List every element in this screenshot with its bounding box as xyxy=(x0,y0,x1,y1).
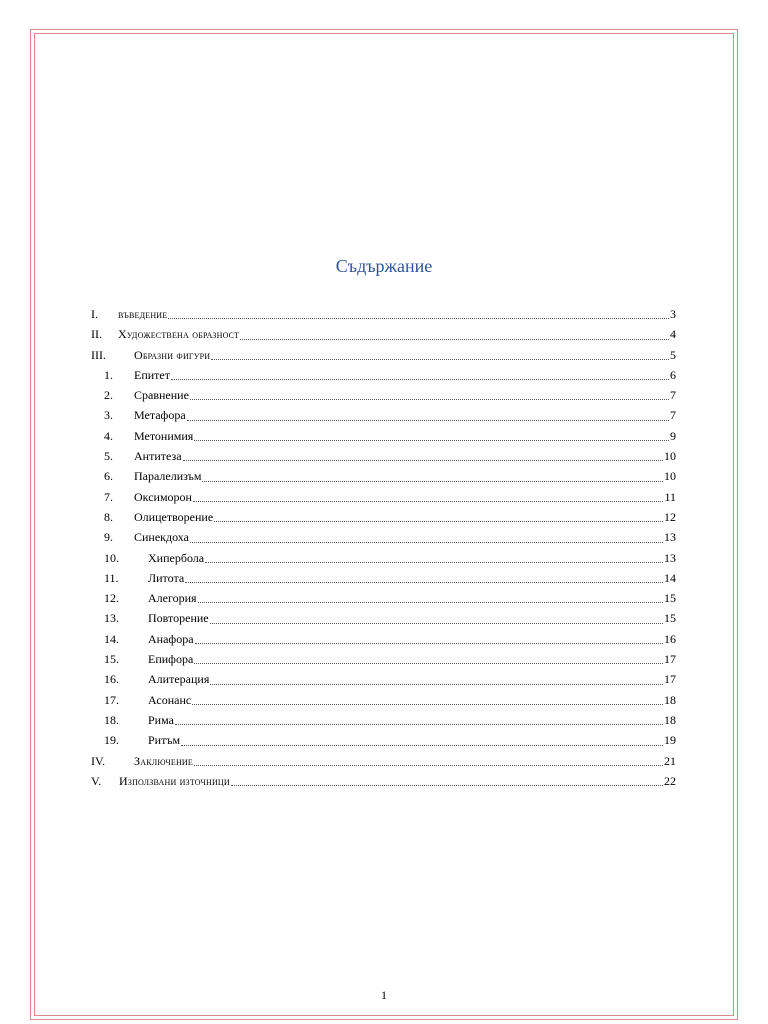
toc-entry[interactable] xyxy=(91,548,676,568)
toc-entry[interactable] xyxy=(91,588,676,608)
toc-entry-label: въведение xyxy=(118,307,168,321)
toc-entry-page: 17 xyxy=(664,672,676,687)
toc-entry-label: Повторение xyxy=(148,611,209,626)
toc-entry-page: 3 xyxy=(670,307,676,321)
toc-entry-label: Епитет xyxy=(134,367,170,382)
toc-entry-label: Хипербола xyxy=(148,550,205,565)
toc-entry-page: 15 xyxy=(664,591,676,606)
toc-entry[interactable] xyxy=(91,304,676,324)
toc-entry[interactable] xyxy=(91,710,676,730)
toc-entry-number: 13. xyxy=(104,611,119,626)
toc-entry-page: 10 xyxy=(664,469,676,484)
toc-entry-number: 5. xyxy=(104,449,113,464)
toc-entry-number: III. xyxy=(91,347,106,362)
toc-entry-label: Паралелизъм xyxy=(134,469,202,484)
toc-dot-leader xyxy=(205,561,663,563)
toc-entry-page: 6 xyxy=(670,367,676,382)
toc-entry-page: 9 xyxy=(670,428,676,443)
toc-entry-page: 7 xyxy=(670,408,676,423)
toc-entry-label: Метонимия xyxy=(134,428,194,443)
toc-entry-number: 19. xyxy=(104,733,119,748)
toc-entry[interactable] xyxy=(91,690,676,710)
toc-entry-number: 4. xyxy=(104,428,113,443)
toc-dot-leader xyxy=(194,662,663,664)
toc-entry-label: Ритъм xyxy=(148,733,181,748)
toc-entry[interactable] xyxy=(91,446,676,466)
toc-entry[interactable] xyxy=(91,507,676,527)
toc-entry-page: 12 xyxy=(664,509,676,524)
toc-entry-page: 18 xyxy=(664,712,676,727)
toc-dot-leader xyxy=(194,764,663,766)
toc-entry[interactable] xyxy=(91,649,676,669)
toc-dot-leader xyxy=(210,622,663,624)
toc-dot-leader xyxy=(175,723,663,725)
toc-entry-page: 16 xyxy=(664,631,676,646)
page-number: 1 xyxy=(381,988,387,1002)
toc-entry-number: 11. xyxy=(104,570,119,585)
toc-entry-number: 15. xyxy=(104,652,119,667)
toc-dot-leader xyxy=(193,500,663,502)
toc-entry-number: 2. xyxy=(104,388,113,403)
toc-dot-leader xyxy=(183,459,663,461)
toc-entry-label: Антитеза xyxy=(134,449,182,464)
toc-entry-label: Използвани източници xyxy=(119,773,230,788)
toc-entry-page: 21 xyxy=(664,753,676,768)
toc-entry[interactable] xyxy=(91,365,676,385)
toc-dot-leader xyxy=(171,378,669,380)
toc-entry-label: Синекдоха xyxy=(134,530,189,545)
table-of-contents xyxy=(91,304,676,791)
toc-dot-leader xyxy=(195,642,663,644)
toc-entry-label: Художествена образност xyxy=(118,327,240,342)
toc-entry-number: IV. xyxy=(91,753,106,768)
toc-entry-number: 18. xyxy=(104,712,119,727)
toc-entry-page: 13 xyxy=(664,530,676,545)
toc-entry-number: II. xyxy=(91,327,102,342)
toc-entry-page: 10 xyxy=(664,449,676,464)
toc-title: Съдържание xyxy=(335,256,433,276)
toc-entry-page: 14 xyxy=(664,570,676,585)
toc-entry-number: 14. xyxy=(104,631,119,646)
toc-dot-leader xyxy=(202,480,663,482)
toc-dot-leader xyxy=(231,784,663,786)
toc-entry[interactable] xyxy=(91,466,676,486)
toc-entry-page: 4 xyxy=(670,327,676,342)
toc-entry-label: Алегория xyxy=(148,591,197,606)
toc-entry-number: 10. xyxy=(104,550,119,565)
toc-entry[interactable] xyxy=(91,771,676,791)
toc-entry-page: 15 xyxy=(664,611,676,626)
toc-entry-page: 11 xyxy=(664,489,676,504)
toc-entry-number: 16. xyxy=(104,672,119,687)
toc-entry-label: Епифора xyxy=(148,652,194,667)
toc-entry[interactable] xyxy=(91,487,676,507)
toc-dot-leader xyxy=(181,744,663,746)
toc-entry-label: Олицетворение xyxy=(134,509,214,524)
toc-entry-number: 12. xyxy=(104,591,119,606)
toc-dot-leader xyxy=(190,398,669,400)
toc-entry-number: 7. xyxy=(104,489,113,504)
toc-entry-page: 22 xyxy=(664,773,676,788)
toc-entry-page: 18 xyxy=(664,692,676,707)
toc-entry[interactable] xyxy=(91,426,676,446)
toc-entry-label: Рима xyxy=(148,712,174,727)
toc-entry-label: Алитерация xyxy=(148,672,210,687)
toc-entry-label: Метафора xyxy=(134,408,186,423)
toc-entry-label: Анафора xyxy=(148,631,194,646)
toc-entry-number: 9. xyxy=(104,530,113,545)
toc-entry-page: 5 xyxy=(670,347,676,362)
toc-entry-number: 1. xyxy=(104,367,113,382)
toc-entry-number: I. xyxy=(91,307,98,321)
toc-entry[interactable] xyxy=(91,568,676,588)
toc-dot-leader xyxy=(168,317,669,319)
toc-dot-leader xyxy=(192,703,663,705)
toc-entry-page: 19 xyxy=(664,733,676,748)
toc-entry-label: Асонанс xyxy=(148,692,192,707)
toc-entry[interactable] xyxy=(91,669,676,689)
toc-dot-leader xyxy=(240,338,669,340)
toc-entry-number: 17. xyxy=(104,692,119,707)
toc-entry-number: 8. xyxy=(104,509,113,524)
toc-entry[interactable] xyxy=(91,751,676,771)
toc-dot-leader xyxy=(190,541,663,543)
toc-entry-page: 17 xyxy=(664,652,676,667)
toc-entry-label: Литота xyxy=(148,570,185,585)
toc-entry-number: 3. xyxy=(104,408,113,423)
toc-dot-leader xyxy=(198,601,663,603)
toc-entry[interactable] xyxy=(91,324,676,344)
toc-dot-leader xyxy=(185,581,663,583)
toc-entry[interactable] xyxy=(91,527,676,547)
toc-entry[interactable] xyxy=(91,385,676,405)
toc-entry[interactable] xyxy=(91,405,676,425)
toc-dot-leader xyxy=(194,439,669,441)
toc-entry-label: Сравнение xyxy=(134,388,189,403)
toc-entry-label: Заключение xyxy=(134,753,193,768)
toc-entry[interactable] xyxy=(91,730,676,750)
toc-entry-page: 7 xyxy=(670,388,676,403)
toc-entry[interactable] xyxy=(91,345,676,365)
toc-entry-number: 6. xyxy=(104,469,113,484)
toc-dot-leader xyxy=(187,419,669,421)
toc-dot-leader xyxy=(210,683,663,685)
toc-entry-label: Образни фигури xyxy=(134,347,211,362)
toc-dot-leader xyxy=(211,358,669,360)
toc-dot-leader xyxy=(214,520,663,522)
toc-entry-number: V. xyxy=(91,773,102,788)
toc-entry-page: 13 xyxy=(664,550,676,565)
toc-entry[interactable] xyxy=(91,608,676,628)
toc-entry[interactable] xyxy=(91,629,676,649)
toc-entry-label: Оксиморон xyxy=(134,489,192,504)
